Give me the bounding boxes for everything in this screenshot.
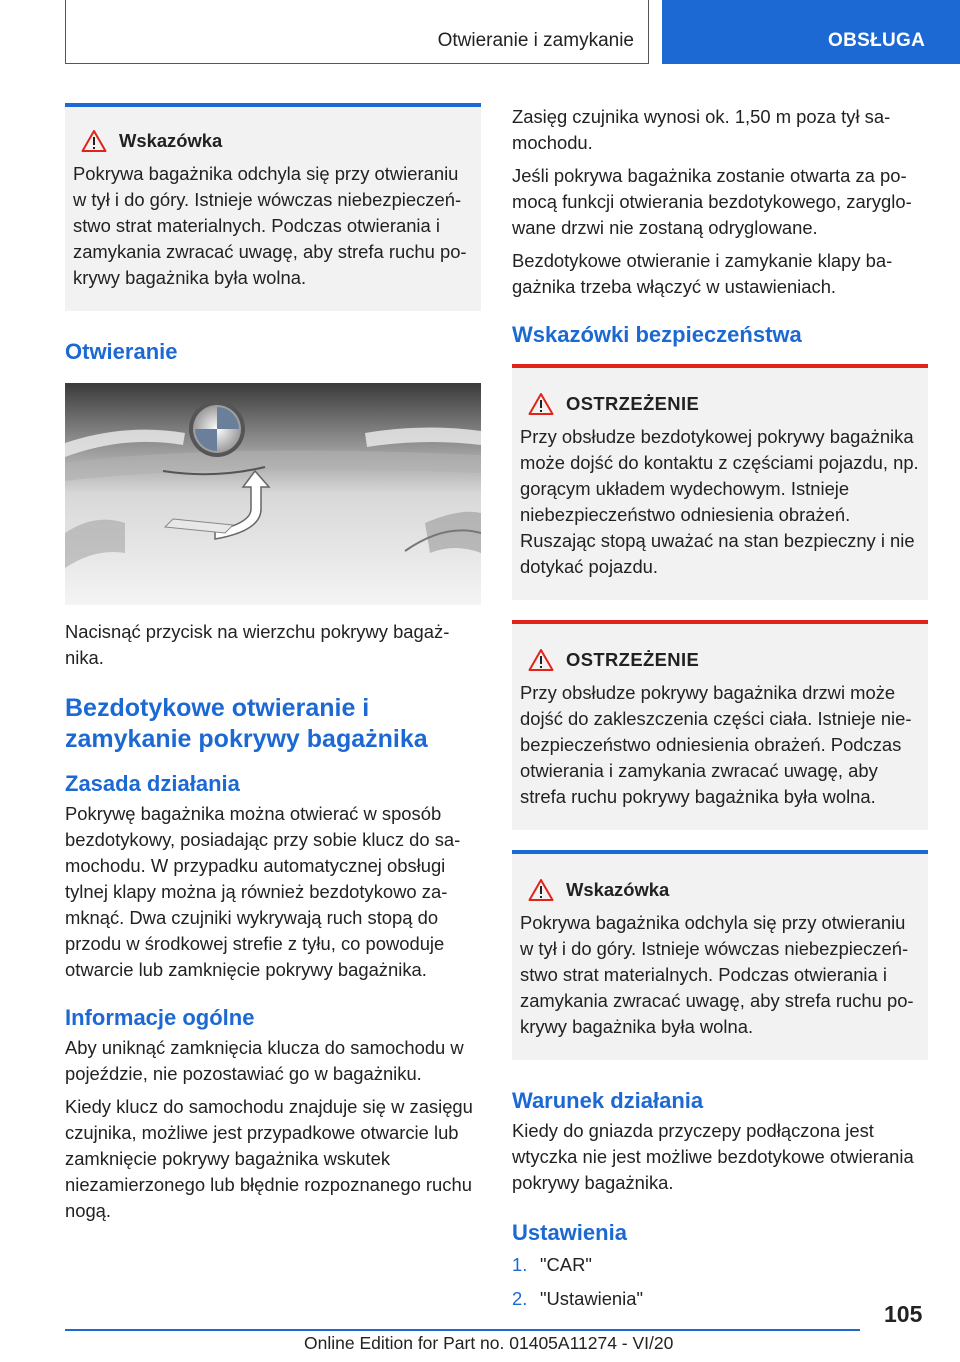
warning-text-2: Przy obsłudze pokrywy bagażnika drzwi może dojść do zakleszczenia części ciała. Istnieje niebezpieczeństwo odniesienia obrażeń. Podczas otwierania i zamykania zwracać uwagę, aby strefa ruchu pokrywy bagażnika była wolna. xyxy=(520,682,912,807)
notice-text: Pokrywa bagażnika odchyla się przy otwieraniu w tył i do góry. Istnieje wówczas niebezpieczeństwo strat materialnych. Podczas otwierania i zamykania zwracać uwagę, aby strefa ruchu pokrywy bagażnika była wolna. xyxy=(73,163,467,288)
general-paragraph-2: Kiedy klucz do samochodu znajduje się w zasięgu czujnika, możliwe jest przypadkowe otwarcie lub zamknięcie pokrywy bagażnika wskutek niezamierzonego lub błędnie rozpoznanego ruchu nogą. xyxy=(65,1096,473,1221)
image-caption: Nacisnąć przycisk na wierzchu pokrywy bagażnika. xyxy=(65,621,450,668)
warning-triangle-icon xyxy=(528,648,554,672)
notice-title-right: Wskazówka xyxy=(566,879,670,900)
heading-settings: Ustawienia xyxy=(512,1220,627,1245)
warning-title-2: OSTRZEŻENIE xyxy=(566,649,700,670)
trunk-button-photo xyxy=(65,383,481,605)
settings-steps xyxy=(512,1252,928,1312)
heading-condition: Warunek działania xyxy=(512,1088,704,1113)
header-chapter-label: OBSŁUGA xyxy=(828,30,926,51)
warning-triangle-icon xyxy=(528,878,554,902)
step-item xyxy=(512,1252,928,1278)
header-chapter-tab xyxy=(662,0,960,64)
principle-text: Pokrywę bagażnika można otwierać w sposób bezdotykowy, posiadając przy sobie klucz do samochodu. W przypadku automatycznej obsługi tylnej klapy można ją również bezdotykowo zamknąć. Dwa czujniki wykrywają ruch stopą do przodu w środkowej strefie z tyłu, co powoduje otwarcie lub zamknięcie pokrywy bagażnika. xyxy=(65,803,461,980)
notice-text-right: Pokrywa bagażnika odchyla się przy otwieraniu w tył i do góry. Istnieje wówczas niebezpieczeństwo strat materialnych. Podczas otwierania i zamykania zwracać uwagę, aby strefa ruchu pokrywy bagażnika była wolna. xyxy=(520,912,914,1037)
enable-paragraph: Bezdotykowe otwieranie i zamykanie klapy bagażnika trzeba włączyć w ustawieniach. xyxy=(512,250,893,297)
heading-general: Informacje ogólne xyxy=(65,1005,255,1030)
notice-header-right xyxy=(520,878,920,902)
step-label: "Ustawienia" xyxy=(540,1288,644,1309)
right-column xyxy=(512,104,928,1320)
notice-title: Wskazówka xyxy=(119,130,223,151)
footer-edition: Online Edition for Part no. 01405A11274 - VI/20 xyxy=(304,1333,674,1353)
warning-text-1: Przy obsłudze bezdotykowej pokrywy bagażnika może dojść do kontaktu z częściami pojazdu, np. gorącym układem wydechowym. Istnieje niebezpieczeństwo odniesienia obrażeń. Ruszając stopą uważać na stan bezpieczny i nie dotykać pojazdu. xyxy=(520,426,919,577)
warning-title-1: OSTRZEŻENIE xyxy=(566,393,700,414)
heading-main-line1: Bezdotykowe otwieranie i xyxy=(65,694,370,722)
step-item xyxy=(512,1286,928,1312)
range-paragraph: Zasięg czujnika wynosi ok. 1,50 m poza tył samochodu. xyxy=(512,106,891,153)
warning-box-2 xyxy=(512,620,928,830)
warning-header-1 xyxy=(520,392,920,416)
footer-divider xyxy=(65,1329,860,1331)
notice-box xyxy=(65,103,481,311)
warning-header-2 xyxy=(520,648,920,672)
step-number: 1. xyxy=(512,1254,528,1275)
header-frame xyxy=(65,0,649,64)
heading-main-line2: zamykanie pokrywy bagażnika xyxy=(65,725,428,753)
warning-triangle-icon xyxy=(528,392,554,416)
notice-box-right xyxy=(512,850,928,1060)
warning-box-1 xyxy=(512,364,928,600)
step-label: "CAR" xyxy=(540,1254,592,1275)
general-paragraph-1: Aby uniknąć zamknięcia klucza do samochodu w pojeździe, nie pozostawiać go w bagażniku. xyxy=(65,1037,464,1084)
unlock-paragraph: Jeśli pokrywa bagażnika zostanie otwarta za pomocą funkcji otwierania bezdotykowego, zaryglowane drzwi nie zostaną odryglowane. xyxy=(512,165,912,238)
heading-principle: Zasada działania xyxy=(65,771,240,796)
left-column xyxy=(65,103,481,1231)
heading-safety: Wskazówki bezpieczeństwa xyxy=(512,322,802,347)
heading-main xyxy=(65,693,481,755)
heading-opening: Otwieranie xyxy=(65,339,178,364)
condition-text: Kiedy do gniazda przyczepy podłączona jest wtyczka nie jest możliwe bezdotykowe otwierania pokrywy bagażnika. xyxy=(512,1120,914,1193)
page-number: 105 xyxy=(884,1301,923,1327)
warning-triangle-icon xyxy=(81,129,107,153)
header-section-title: Otwieranie i zamykanie xyxy=(437,30,634,51)
step-number: 2. xyxy=(512,1288,528,1309)
notice-header xyxy=(73,129,473,153)
